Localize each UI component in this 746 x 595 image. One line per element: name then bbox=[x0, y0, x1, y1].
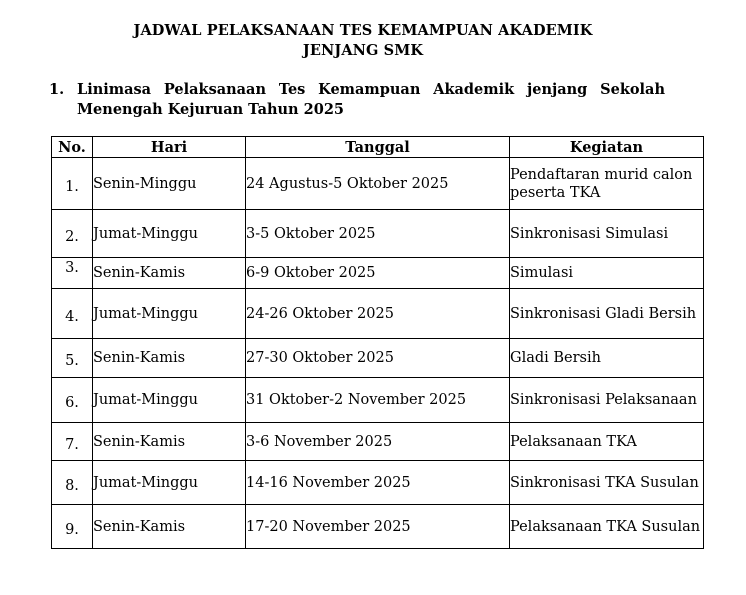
table-row bbox=[52, 505, 704, 549]
row-kegiatan: Pelaksanaan TKA bbox=[510, 423, 704, 461]
table-row bbox=[52, 339, 704, 378]
row-no: 4. bbox=[65, 308, 79, 325]
header-kegiatan: Kegiatan bbox=[510, 137, 704, 158]
section-number: 1. bbox=[49, 81, 65, 98]
row-tanggal: 31 Oktober-2 November 2025 bbox=[246, 378, 510, 423]
row-kegiatan: Sinkronisasi Gladi Bersih bbox=[510, 289, 704, 339]
header-hari: Hari bbox=[93, 137, 246, 158]
row-no: 1. bbox=[65, 178, 79, 195]
row-hari: Senin-Kamis bbox=[93, 505, 246, 549]
row-tanggal: 17-20 November 2025 bbox=[246, 505, 510, 549]
table-row bbox=[52, 378, 704, 423]
row-hari: Jumat-Minggu bbox=[93, 289, 246, 339]
document-subtitle: JENJANG SMK bbox=[302, 42, 424, 59]
row-no: 2. bbox=[65, 228, 79, 245]
row-kegiatan: Gladi Bersih bbox=[510, 339, 704, 378]
row-tanggal: 24-26 Oktober 2025 bbox=[246, 289, 510, 339]
row-kegiatan: Sinkronisasi Pelaksanaan bbox=[510, 378, 704, 423]
row-tanggal: 3-6 November 2025 bbox=[246, 423, 510, 461]
row-hari: Jumat-Minggu bbox=[93, 461, 246, 505]
header-tanggal: Tanggal bbox=[246, 137, 510, 158]
document-title: JADWAL PELAKSANAAN TES KEMAMPUAN AKADEMIK bbox=[133, 22, 593, 39]
table-row bbox=[52, 461, 704, 505]
section-title-line-2: Menengah Kejuruan Tahun 2025 bbox=[77, 101, 345, 118]
table-row bbox=[52, 210, 704, 258]
row-tanggal: 24 Agustus-5 Oktober 2025 bbox=[246, 158, 510, 210]
row-tanggal: 14-16 November 2025 bbox=[246, 461, 510, 505]
row-kegiatan: Simulasi bbox=[510, 258, 704, 289]
row-no: 8. bbox=[65, 477, 79, 494]
table-row bbox=[52, 289, 704, 339]
row-hari: Senin-Kamis bbox=[93, 423, 246, 461]
row-no: 5. bbox=[65, 353, 79, 369]
row-kegiatan: Pendaftaran murid calon peserta TKA bbox=[510, 158, 704, 210]
row-kegiatan: Sinkronisasi TKA Susulan bbox=[510, 461, 704, 505]
section-title-line-1: Linimasa Pelaksanaan Tes Kemampuan Akademik jenjang Sekolah bbox=[77, 81, 665, 98]
row-no: 7. bbox=[65, 436, 79, 453]
row-tanggal: 3-5 Oktober 2025 bbox=[246, 210, 510, 258]
table-row bbox=[52, 158, 704, 210]
row-kegiatan: Pelaksanaan TKA Susulan bbox=[510, 505, 704, 549]
row-hari: Jumat-Minggu bbox=[93, 378, 246, 423]
row-kegiatan: Sinkronisasi Simulasi bbox=[510, 210, 704, 258]
table-header-row bbox=[52, 137, 704, 158]
row-hari: Senin-Kamis bbox=[93, 339, 246, 378]
table-row bbox=[52, 258, 704, 289]
row-hari: Senin-Minggu bbox=[93, 158, 246, 210]
row-no: 6. bbox=[65, 395, 79, 411]
table-row bbox=[52, 423, 704, 461]
header-no: No. bbox=[52, 137, 93, 158]
row-hari: Jumat-Minggu bbox=[93, 210, 246, 258]
row-no: 9. bbox=[65, 521, 79, 538]
row-tanggal: 6-9 Oktober 2025 bbox=[246, 258, 510, 289]
row-hari: Senin-Kamis bbox=[93, 258, 246, 289]
schedule-table bbox=[51, 136, 704, 549]
row-no: 3. bbox=[65, 260, 79, 276]
row-tanggal: 27-30 Oktober 2025 bbox=[246, 339, 510, 378]
